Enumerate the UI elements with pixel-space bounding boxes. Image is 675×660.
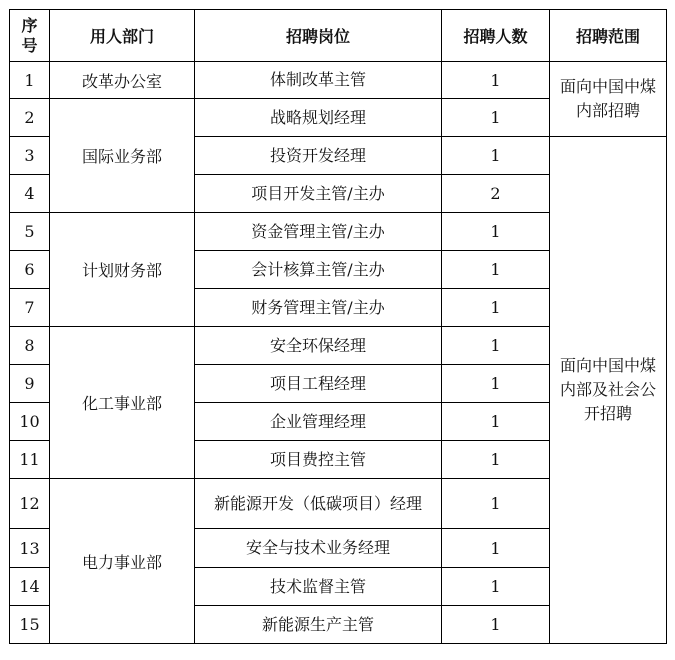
post-cell: 会计核算主管/主办 [195,251,442,289]
post-cell: 安全环保经理 [195,327,442,365]
row-seq: 10 [10,403,50,441]
row-seq: 12 [10,479,50,529]
count-cell: 1 [442,441,550,479]
count-cell: 1 [442,251,550,289]
post-cell: 项目费控主管 [195,441,442,479]
post-cell: 财务管理主管/主办 [195,289,442,327]
count-cell: 1 [442,327,550,365]
department-cell: 电力事业部 [50,479,195,644]
department-cell: 计划财务部 [50,213,195,327]
row-seq: 7 [10,289,50,327]
department-cell: 国际业务部 [50,99,195,213]
post-cell: 项目工程经理 [195,365,442,403]
count-cell: 1 [442,62,550,99]
post-cell: 企业管理经理 [195,403,442,441]
count-cell: 1 [442,213,550,251]
department-cell: 改革办公室 [50,62,195,99]
post-cell: 战略规划经理 [195,99,442,137]
post-cell: 安全与技术业务经理 [195,529,442,568]
count-cell: 1 [442,99,550,137]
table-row [10,62,667,99]
row-seq: 13 [10,529,50,568]
range-cell: 面向中国中煤内部招聘 [550,62,667,137]
count-cell: 1 [442,137,550,175]
post-cell: 新能源开发（低碳项目）经理 [195,479,442,529]
header-count: 招聘人数 [442,10,550,62]
header-department: 用人部门 [50,10,195,62]
recruitment-table [9,9,667,644]
row-seq: 14 [10,568,50,606]
row-seq: 8 [10,327,50,365]
count-cell: 1 [442,568,550,606]
post-cell: 项目开发主管/主办 [195,175,442,213]
department-cell: 化工事业部 [50,327,195,479]
count-cell: 1 [442,479,550,529]
row-seq: 5 [10,213,50,251]
header-row [10,10,667,62]
row-seq: 6 [10,251,50,289]
header-seq: 序号 [10,10,50,62]
post-cell: 新能源生产主管 [195,606,442,644]
post-cell: 体制改革主管 [195,62,442,99]
post-cell: 技术监督主管 [195,568,442,606]
row-seq: 2 [10,99,50,137]
row-seq: 9 [10,365,50,403]
count-cell: 2 [442,175,550,213]
row-seq: 1 [10,62,50,99]
count-cell: 1 [442,403,550,441]
row-seq: 4 [10,175,50,213]
count-cell: 1 [442,529,550,568]
header-range: 招聘范围 [550,10,667,62]
row-seq: 3 [10,137,50,175]
count-cell: 1 [442,365,550,403]
post-cell: 投资开发经理 [195,137,442,175]
row-seq: 11 [10,441,50,479]
count-cell: 1 [442,606,550,644]
post-cell: 资金管理主管/主办 [195,213,442,251]
header-post: 招聘岗位 [195,10,442,62]
count-cell: 1 [442,289,550,327]
range-cell: 面向中国中煤内部及社会公开招聘 [550,137,667,644]
row-seq: 15 [10,606,50,644]
